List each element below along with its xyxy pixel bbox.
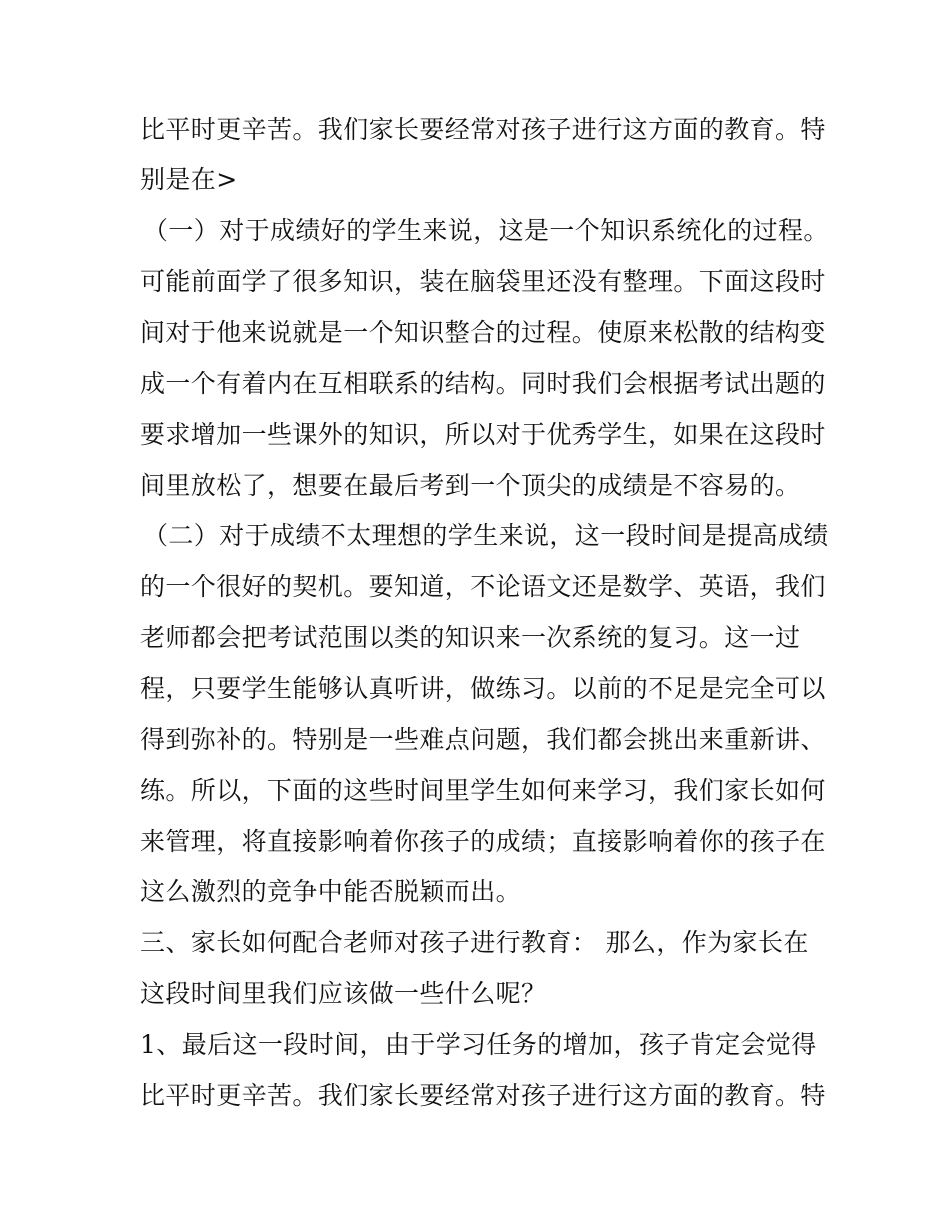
- text-line-8: 间里放松了，想要在最后考到一个顶尖的成绩是不容易的。: [140, 471, 801, 500]
- text-line-14: 练。所以，下面的这些时间里学生如何来学习，我们家长如何: [140, 776, 826, 805]
- text-line-10: 的一个很好的契机。要知道，不论语文还是数学、英语，我们: [140, 572, 826, 601]
- text-line-5: 间对于他来说就是一个知识整合的过程。使原来松散的结构变: [140, 318, 826, 347]
- text-line-18: 这段时间里我们应该做一些什么呢？: [140, 979, 547, 1008]
- section-two-heading-line: （二）对于成绩不太理想的学生来说，这一段时间是提高成绩: [143, 521, 829, 550]
- text-line-1: 比平时更辛苦。我们家长要经常对孩子进行这方面的教育。特: [140, 115, 826, 144]
- text-line-6: 成一个有着内在互相联系的结构。同时我们会根据考试出题的: [140, 369, 826, 398]
- text-line-11: 老师都会把考试范围以类的知识来一次系统的复习。这一过: [140, 623, 801, 652]
- text-line-4: 可能前面学了很多知识，装在脑袋里还没有整理。下面这段时: [140, 267, 826, 296]
- text-line-20: 比平时更辛苦。我们家长要经常对孩子进行这方面的教育。特: [140, 1081, 826, 1110]
- text-line-12: 程，只要学生能够认真听讲，做练习。以前的不足是完全可以: [140, 674, 826, 703]
- section-three-heading-line: 三、家长如何配合老师对孩子进行教育： 那么，作为家长在: [140, 928, 809, 957]
- text-line-15: 来管理，将直接影响着你孩子的成绩；直接影响着你的孩子在: [140, 827, 826, 856]
- numbered-item-1-line: 1、最后这一段时间，由于学习任务的增加，孩子肯定会觉得: [140, 1030, 817, 1059]
- text-line-16: 这么激烈的竞争中能否脱颖而出。: [140, 877, 522, 906]
- text-line-13: 得到弥补的。特别是一些难点问题，我们都会挑出来重新讲、: [140, 725, 826, 754]
- text-line-7: 要求增加一些课外的知识，所以对于优秀学生，如果在这段时: [140, 420, 826, 449]
- section-one-heading-line: （一）对于成绩好的学生来说，这是一个知识系统化的过程。: [143, 216, 829, 245]
- text-line-2: 别是在>: [140, 165, 238, 194]
